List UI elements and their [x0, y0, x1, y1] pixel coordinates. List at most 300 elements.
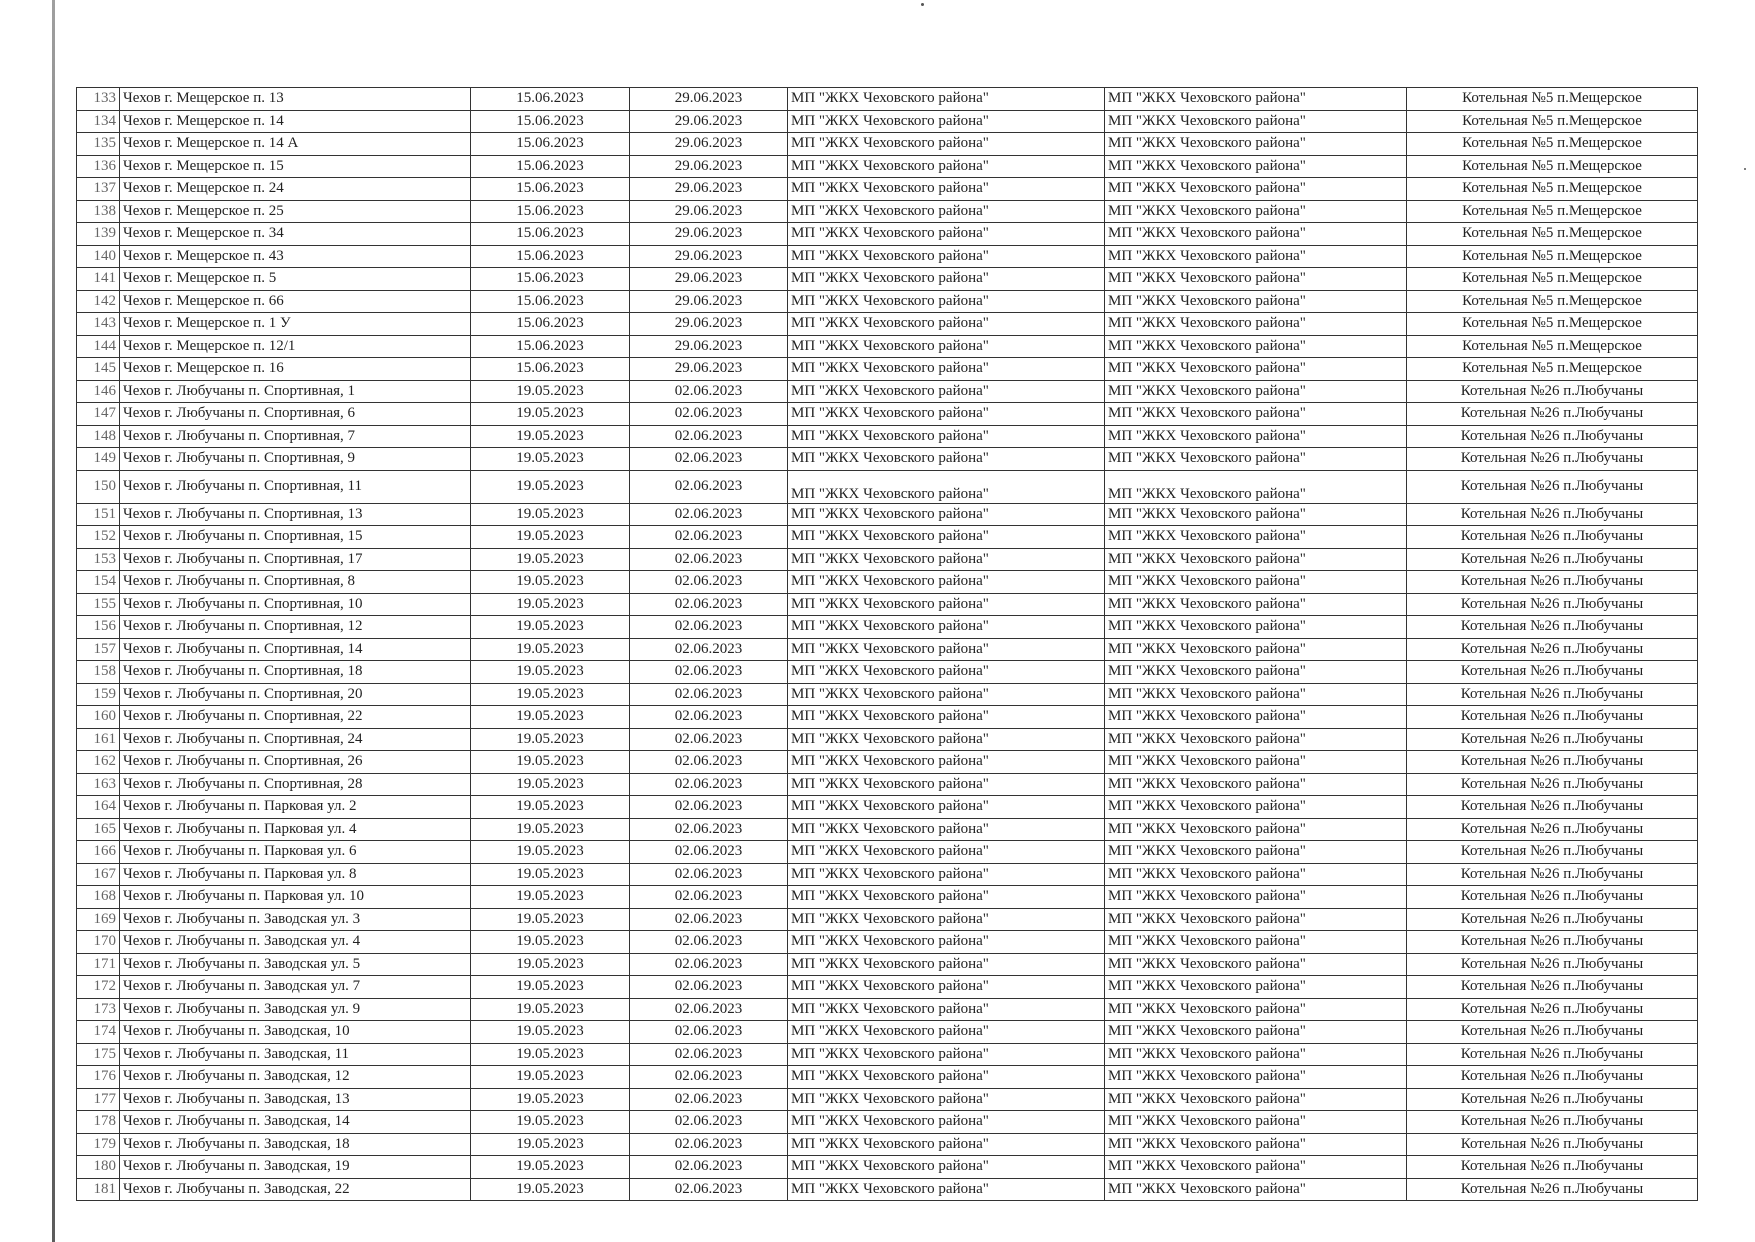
- end-date-cell: 02.06.2023: [630, 1178, 788, 1201]
- start-date-cell: 19.05.2023: [471, 1021, 630, 1044]
- end-date-cell: 02.06.2023: [630, 661, 788, 684]
- row-number-cell: 167: [77, 863, 120, 886]
- organization-cell: МП "ЖКХ Чеховского района": [788, 245, 1105, 268]
- address-cell: Чехов г. Мещерское п. 16: [120, 358, 471, 381]
- row-number-cell: 148: [77, 425, 120, 448]
- address-cell: Чехов г. Мещерское п. 5: [120, 268, 471, 291]
- address-cell: Чехов г. Любучаны п. Спортивная, 11: [120, 470, 471, 503]
- address-cell: Чехов г. Любучаны п. Спортивная, 15: [120, 526, 471, 549]
- table-row: [77, 728, 1698, 751]
- organization-cell: МП "ЖКХ Чеховского района": [788, 953, 1105, 976]
- table-row: [77, 268, 1698, 291]
- table-row: [77, 503, 1698, 526]
- address-cell: Чехов г. Любучаны п. Заводская, 14: [120, 1111, 471, 1134]
- heat-source-cell: Котельная №26 п.Любучаны: [1407, 976, 1698, 999]
- organization-cell: МП "ЖКХ Чеховского района": [788, 908, 1105, 931]
- row-number-cell: 139: [77, 223, 120, 246]
- table-row: [77, 1111, 1698, 1134]
- operator-cell: МП "ЖКХ Чеховского района": [1105, 571, 1407, 594]
- heat-source-cell: Котельная №5 п.Мещерское: [1407, 223, 1698, 246]
- operator-cell: МП "ЖКХ Чеховского района": [1105, 976, 1407, 999]
- organization-cell: МП "ЖКХ Чеховского района": [788, 548, 1105, 571]
- row-number-cell: 178: [77, 1111, 120, 1134]
- table-row: [77, 313, 1698, 336]
- table-row: [77, 773, 1698, 796]
- start-date-cell: 19.05.2023: [471, 998, 630, 1021]
- organization-cell: МП "ЖКХ Чеховского района": [788, 998, 1105, 1021]
- address-cell: Чехов г. Мещерское п. 12/1: [120, 335, 471, 358]
- heat-source-cell: Котельная №26 п.Любучаны: [1407, 1088, 1698, 1111]
- table-row: [77, 593, 1698, 616]
- start-date-cell: 15.06.2023: [471, 88, 630, 111]
- table-row: [77, 223, 1698, 246]
- end-date-cell: 02.06.2023: [630, 526, 788, 549]
- table-row: [77, 661, 1698, 684]
- table-row: [77, 335, 1698, 358]
- row-number-cell: 174: [77, 1021, 120, 1044]
- heat-source-cell: Котельная №5 п.Мещерское: [1407, 290, 1698, 313]
- end-date-cell: 29.06.2023: [630, 268, 788, 291]
- row-number-cell: 151: [77, 503, 120, 526]
- start-date-cell: 19.05.2023: [471, 953, 630, 976]
- address-cell: Чехов г. Любучаны п. Парковая ул. 8: [120, 863, 471, 886]
- end-date-cell: 02.06.2023: [630, 503, 788, 526]
- address-cell: Чехов г. Мещерское п. 24: [120, 178, 471, 201]
- address-cell: Чехов г. Мещерское п. 15: [120, 155, 471, 178]
- end-date-cell: 02.06.2023: [630, 1088, 788, 1111]
- organization-cell: МП "ЖКХ Чеховского района": [788, 1088, 1105, 1111]
- row-number-cell: 181: [77, 1178, 120, 1201]
- organization-cell: МП "ЖКХ Чеховского района": [788, 1021, 1105, 1044]
- table-row: [77, 1178, 1698, 1201]
- end-date-cell: 29.06.2023: [630, 290, 788, 313]
- operator-cell: МП "ЖКХ Чеховского района": [1105, 548, 1407, 571]
- end-date-cell: 29.06.2023: [630, 335, 788, 358]
- operator-cell: МП "ЖКХ Чеховского района": [1105, 88, 1407, 111]
- heat-source-cell: Котельная №26 п.Любучаны: [1407, 1178, 1698, 1201]
- heat-source-cell: Котельная №26 п.Любучаны: [1407, 593, 1698, 616]
- heat-source-cell: Котельная №26 п.Любучаны: [1407, 403, 1698, 426]
- operator-cell: МП "ЖКХ Чеховского района": [1105, 1178, 1407, 1201]
- table-body: [77, 88, 1698, 1201]
- table-row: [77, 1021, 1698, 1044]
- heat-source-cell: Котельная №26 п.Любучаны: [1407, 706, 1698, 729]
- row-number-cell: 145: [77, 358, 120, 381]
- organization-cell: МП "ЖКХ Чеховского района": [788, 976, 1105, 999]
- start-date-cell: 15.06.2023: [471, 178, 630, 201]
- start-date-cell: 19.05.2023: [471, 638, 630, 661]
- table-row: [77, 548, 1698, 571]
- address-cell: Чехов г. Любучаны п. Заводская, 10: [120, 1021, 471, 1044]
- organization-cell: МП "ЖКХ Чеховского района": [788, 1178, 1105, 1201]
- row-number-cell: 158: [77, 661, 120, 684]
- table-row: [77, 245, 1698, 268]
- operator-cell: МП "ЖКХ Чеховского района": [1105, 998, 1407, 1021]
- address-cell: Чехов г. Мещерское п. 66: [120, 290, 471, 313]
- table-row: [77, 88, 1698, 111]
- start-date-cell: 19.05.2023: [471, 1156, 630, 1179]
- organization-cell: МП "ЖКХ Чеховского района": [788, 178, 1105, 201]
- operator-cell: МП "ЖКХ Чеховского района": [1105, 313, 1407, 336]
- organization-cell: МП "ЖКХ Чеховского района": [788, 571, 1105, 594]
- operator-cell: МП "ЖКХ Чеховского района": [1105, 223, 1407, 246]
- organization-cell: МП "ЖКХ Чеховского района": [788, 110, 1105, 133]
- end-date-cell: 02.06.2023: [630, 1111, 788, 1134]
- address-cell: Чехов г. Мещерское п. 34: [120, 223, 471, 246]
- table-row: [77, 751, 1698, 774]
- table-row: [77, 1156, 1698, 1179]
- address-cell: Чехов г. Любучаны п. Заводская, 11: [120, 1043, 471, 1066]
- start-date-cell: 19.05.2023: [471, 728, 630, 751]
- organization-cell: МП "ЖКХ Чеховского района": [788, 200, 1105, 223]
- address-cell: Чехов г. Любучаны п. Спортивная, 1: [120, 380, 471, 403]
- heat-source-cell: Котельная №26 п.Любучаны: [1407, 526, 1698, 549]
- end-date-cell: 02.06.2023: [630, 1021, 788, 1044]
- operator-cell: МП "ЖКХ Чеховского района": [1105, 503, 1407, 526]
- heat-source-cell: Котельная №5 п.Мещерское: [1407, 313, 1698, 336]
- heat-source-cell: Котельная №26 п.Любучаны: [1407, 751, 1698, 774]
- row-number-cell: 136: [77, 155, 120, 178]
- operator-cell: МП "ЖКХ Чеховского района": [1105, 380, 1407, 403]
- start-date-cell: 19.05.2023: [471, 470, 630, 503]
- table-row: [77, 200, 1698, 223]
- end-date-cell: 29.06.2023: [630, 358, 788, 381]
- start-date-cell: 19.05.2023: [471, 548, 630, 571]
- table-row: [77, 796, 1698, 819]
- operator-cell: МП "ЖКХ Чеховского района": [1105, 908, 1407, 931]
- address-cell: Чехов г. Любучаны п. Парковая ул. 2: [120, 796, 471, 819]
- heat-source-cell: Котельная №5 п.Мещерское: [1407, 335, 1698, 358]
- address-cell: Чехов г. Любучаны п. Спортивная, 13: [120, 503, 471, 526]
- start-date-cell: 19.05.2023: [471, 1111, 630, 1134]
- address-cell: Чехов г. Любучаны п. Заводская ул. 4: [120, 931, 471, 954]
- scan-edge-shadow: [52, 0, 55, 1242]
- scan-speck: [921, 3, 924, 6]
- organization-cell: МП "ЖКХ Чеховского района": [788, 773, 1105, 796]
- end-date-cell: 29.06.2023: [630, 133, 788, 156]
- organization-cell: МП "ЖКХ Чеховского района": [788, 1066, 1105, 1089]
- row-number-cell: 160: [77, 706, 120, 729]
- operator-cell: МП "ЖКХ Чеховского района": [1105, 751, 1407, 774]
- operator-cell: МП "ЖКХ Чеховского района": [1105, 1156, 1407, 1179]
- table-row: [77, 571, 1698, 594]
- heat-source-cell: Котельная №26 п.Любучаны: [1407, 728, 1698, 751]
- heat-source-cell: Котельная №26 п.Любучаны: [1407, 1043, 1698, 1066]
- row-number-cell: 143: [77, 313, 120, 336]
- organization-cell: МП "ЖКХ Чеховского района": [788, 313, 1105, 336]
- operator-cell: МП "ЖКХ Чеховского района": [1105, 818, 1407, 841]
- operator-cell: МП "ЖКХ Чеховского района": [1105, 773, 1407, 796]
- end-date-cell: 02.06.2023: [630, 931, 788, 954]
- end-date-cell: 02.06.2023: [630, 886, 788, 909]
- heat-source-cell: Котельная №26 п.Любучаны: [1407, 841, 1698, 864]
- address-cell: Чехов г. Любучаны п. Спортивная, 22: [120, 706, 471, 729]
- organization-cell: МП "ЖКХ Чеховского района": [788, 1133, 1105, 1156]
- address-cell: Чехов г. Любучаны п. Парковая ул. 10: [120, 886, 471, 909]
- row-number-cell: 155: [77, 593, 120, 616]
- row-number-cell: 135: [77, 133, 120, 156]
- start-date-cell: 19.05.2023: [471, 593, 630, 616]
- row-number-cell: 164: [77, 796, 120, 819]
- operator-cell: МП "ЖКХ Чеховского района": [1105, 358, 1407, 381]
- heat-source-cell: Котельная №26 п.Любучаны: [1407, 380, 1698, 403]
- row-number-cell: 171: [77, 953, 120, 976]
- end-date-cell: 02.06.2023: [630, 593, 788, 616]
- operator-cell: МП "ЖКХ Чеховского района": [1105, 1043, 1407, 1066]
- organization-cell: МП "ЖКХ Чеховского района": [788, 155, 1105, 178]
- operator-cell: МП "ЖКХ Чеховского района": [1105, 178, 1407, 201]
- operator-cell: МП "ЖКХ Чеховского района": [1105, 683, 1407, 706]
- organization-cell: МП "ЖКХ Чеховского района": [788, 796, 1105, 819]
- end-date-cell: 29.06.2023: [630, 155, 788, 178]
- end-date-cell: 02.06.2023: [630, 908, 788, 931]
- address-cell: Чехов г. Любучаны п. Заводская ул. 9: [120, 998, 471, 1021]
- end-date-cell: 29.06.2023: [630, 178, 788, 201]
- heat-source-cell: Котельная №26 п.Любучаны: [1407, 1156, 1698, 1179]
- heat-source-cell: Котельная №5 п.Мещерское: [1407, 178, 1698, 201]
- heat-source-cell: Котельная №26 п.Любучаны: [1407, 773, 1698, 796]
- organization-cell: МП "ЖКХ Чеховского района": [788, 358, 1105, 381]
- operator-cell: МП "ЖКХ Чеховского района": [1105, 796, 1407, 819]
- row-number-cell: 134: [77, 110, 120, 133]
- row-number-cell: 140: [77, 245, 120, 268]
- row-number-cell: 154: [77, 571, 120, 594]
- table-row: [77, 638, 1698, 661]
- table-row: [77, 403, 1698, 426]
- operator-cell: МП "ЖКХ Чеховского района": [1105, 133, 1407, 156]
- row-number-cell: 144: [77, 335, 120, 358]
- end-date-cell: 02.06.2023: [630, 425, 788, 448]
- end-date-cell: 02.06.2023: [630, 1043, 788, 1066]
- row-number-cell: 177: [77, 1088, 120, 1111]
- organization-cell: МП "ЖКХ Чеховского района": [788, 290, 1105, 313]
- end-date-cell: 29.06.2023: [630, 245, 788, 268]
- row-number-cell: 157: [77, 638, 120, 661]
- address-cell: Чехов г. Мещерское п. 25: [120, 200, 471, 223]
- organization-cell: МП "ЖКХ Чеховского района": [788, 335, 1105, 358]
- address-cell: Чехов г. Любучаны п. Заводская, 18: [120, 1133, 471, 1156]
- start-date-cell: 19.05.2023: [471, 503, 630, 526]
- operator-cell: МП "ЖКХ Чеховского района": [1105, 1111, 1407, 1134]
- organization-cell: МП "ЖКХ Чеховского района": [788, 706, 1105, 729]
- start-date-cell: 19.05.2023: [471, 683, 630, 706]
- address-cell: Чехов г. Мещерское п. 43: [120, 245, 471, 268]
- end-date-cell: 02.06.2023: [630, 571, 788, 594]
- table-row: [77, 1043, 1698, 1066]
- table-row: [77, 683, 1698, 706]
- heat-source-cell: Котельная №26 п.Любучаны: [1407, 616, 1698, 639]
- row-number-cell: 169: [77, 908, 120, 931]
- end-date-cell: 02.06.2023: [630, 841, 788, 864]
- start-date-cell: 19.05.2023: [471, 796, 630, 819]
- row-number-cell: 168: [77, 886, 120, 909]
- row-number-cell: 176: [77, 1066, 120, 1089]
- heat-source-cell: Котельная №26 п.Любучаны: [1407, 571, 1698, 594]
- address-cell: Чехов г. Любучаны п. Парковая ул. 6: [120, 841, 471, 864]
- organization-cell: МП "ЖКХ Чеховского района": [788, 1043, 1105, 1066]
- table-row: [77, 110, 1698, 133]
- heat-source-cell: Котельная №5 п.Мещерское: [1407, 155, 1698, 178]
- row-number-cell: 179: [77, 1133, 120, 1156]
- organization-cell: МП "ЖКХ Чеховского района": [788, 931, 1105, 954]
- address-cell: Чехов г. Любучаны п. Спортивная, 10: [120, 593, 471, 616]
- operator-cell: МП "ЖКХ Чеховского района": [1105, 403, 1407, 426]
- row-number-cell: 166: [77, 841, 120, 864]
- start-date-cell: 19.05.2023: [471, 1178, 630, 1201]
- table-row: [77, 931, 1698, 954]
- organization-cell: МП "ЖКХ Чеховского района": [788, 818, 1105, 841]
- start-date-cell: 19.05.2023: [471, 1133, 630, 1156]
- organization-cell: МП "ЖКХ Чеховского района": [788, 1156, 1105, 1179]
- row-number-cell: 133: [77, 88, 120, 111]
- table-row: [77, 380, 1698, 403]
- end-date-cell: 02.06.2023: [630, 470, 788, 503]
- row-number-cell: 152: [77, 526, 120, 549]
- end-date-cell: 29.06.2023: [630, 88, 788, 111]
- start-date-cell: 15.06.2023: [471, 290, 630, 313]
- address-cell: Чехов г. Любучаны п. Спортивная, 18: [120, 661, 471, 684]
- start-date-cell: 19.05.2023: [471, 841, 630, 864]
- end-date-cell: 02.06.2023: [630, 1133, 788, 1156]
- start-date-cell: 15.06.2023: [471, 358, 630, 381]
- heat-source-cell: Котельная №26 п.Любучаны: [1407, 908, 1698, 931]
- start-date-cell: 15.06.2023: [471, 200, 630, 223]
- organization-cell: МП "ЖКХ Чеховского района": [788, 526, 1105, 549]
- end-date-cell: 02.06.2023: [630, 751, 788, 774]
- organization-cell: МП "ЖКХ Чеховского района": [788, 683, 1105, 706]
- table-row: [77, 470, 1698, 503]
- address-cell: Чехов г. Мещерское п. 13: [120, 88, 471, 111]
- address-cell: Чехов г. Любучаны п. Заводская ул. 7: [120, 976, 471, 999]
- table-row: [77, 976, 1698, 999]
- outage-schedule-table: [76, 87, 1698, 1201]
- table-row: [77, 290, 1698, 313]
- start-date-cell: 15.06.2023: [471, 335, 630, 358]
- address-cell: Чехов г. Любучаны п. Спортивная, 20: [120, 683, 471, 706]
- operator-cell: МП "ЖКХ Чеховского района": [1105, 335, 1407, 358]
- address-cell: Чехов г. Любучаны п. Спортивная, 26: [120, 751, 471, 774]
- address-cell: Чехов г. Любучаны п. Спортивная, 24: [120, 728, 471, 751]
- operator-cell: МП "ЖКХ Чеховского района": [1105, 110, 1407, 133]
- organization-cell: МП "ЖКХ Чеховского района": [788, 88, 1105, 111]
- start-date-cell: 19.05.2023: [471, 706, 630, 729]
- table-row: [77, 1066, 1698, 1089]
- heat-source-cell: Котельная №26 п.Любучаны: [1407, 503, 1698, 526]
- start-date-cell: 15.06.2023: [471, 245, 630, 268]
- end-date-cell: 02.06.2023: [630, 638, 788, 661]
- organization-cell: МП "ЖКХ Чеховского района": [788, 1111, 1105, 1134]
- heat-source-cell: Котельная №26 п.Любучаны: [1407, 886, 1698, 909]
- heat-source-cell: Котельная №26 п.Любучаны: [1407, 1066, 1698, 1089]
- table-row: [77, 841, 1698, 864]
- row-number-cell: 162: [77, 751, 120, 774]
- end-date-cell: 29.06.2023: [630, 313, 788, 336]
- address-cell: Чехов г. Любучаны п. Спортивная, 12: [120, 616, 471, 639]
- address-cell: Чехов г. Любучаны п. Заводская, 12: [120, 1066, 471, 1089]
- address-cell: Чехов г. Мещерское п. 1 У: [120, 313, 471, 336]
- operator-cell: МП "ЖКХ Чеховского района": [1105, 1021, 1407, 1044]
- table-row: [77, 998, 1698, 1021]
- operator-cell: МП "ЖКХ Чеховского района": [1105, 931, 1407, 954]
- heat-source-cell: Котельная №26 п.Любучаны: [1407, 470, 1698, 503]
- operator-cell: МП "ЖКХ Чеховского района": [1105, 268, 1407, 291]
- organization-cell: МП "ЖКХ Чеховского района": [788, 728, 1105, 751]
- row-number-cell: 142: [77, 290, 120, 313]
- end-date-cell: 29.06.2023: [630, 200, 788, 223]
- organization-cell: МП "ЖКХ Чеховского района": [788, 133, 1105, 156]
- start-date-cell: 19.05.2023: [471, 1043, 630, 1066]
- organization-cell: МП "ЖКХ Чеховского района": [788, 380, 1105, 403]
- organization-cell: МП "ЖКХ Чеховского района": [788, 448, 1105, 471]
- row-number-cell: 159: [77, 683, 120, 706]
- start-date-cell: 19.05.2023: [471, 886, 630, 909]
- row-number-cell: 138: [77, 200, 120, 223]
- table-row: [77, 1133, 1698, 1156]
- end-date-cell: 02.06.2023: [630, 403, 788, 426]
- address-cell: Чехов г. Любучаны п. Спортивная, 14: [120, 638, 471, 661]
- row-number-cell: 156: [77, 616, 120, 639]
- table-row: [77, 616, 1698, 639]
- row-number-cell: 173: [77, 998, 120, 1021]
- address-cell: Чехов г. Мещерское п. 14 А: [120, 133, 471, 156]
- operator-cell: МП "ЖКХ Чеховского района": [1105, 841, 1407, 864]
- heat-source-cell: Котельная №26 п.Любучаны: [1407, 1133, 1698, 1156]
- end-date-cell: 02.06.2023: [630, 953, 788, 976]
- start-date-cell: 19.05.2023: [471, 661, 630, 684]
- start-date-cell: 19.05.2023: [471, 526, 630, 549]
- address-cell: Чехов г. Любучаны п. Спортивная, 8: [120, 571, 471, 594]
- start-date-cell: 19.05.2023: [471, 425, 630, 448]
- heat-source-cell: Котельная №26 п.Любучаны: [1407, 1111, 1698, 1134]
- organization-cell: МП "ЖКХ Чеховского района": [788, 425, 1105, 448]
- table-row: [77, 155, 1698, 178]
- row-number-cell: 153: [77, 548, 120, 571]
- address-cell: Чехов г. Любучаны п. Заводская ул. 3: [120, 908, 471, 931]
- operator-cell: МП "ЖКХ Чеховского района": [1105, 1066, 1407, 1089]
- end-date-cell: 29.06.2023: [630, 110, 788, 133]
- row-number-cell: 137: [77, 178, 120, 201]
- row-number-cell: 165: [77, 818, 120, 841]
- row-number-cell: 170: [77, 931, 120, 954]
- table-row: [77, 358, 1698, 381]
- end-date-cell: 02.06.2023: [630, 683, 788, 706]
- end-date-cell: 02.06.2023: [630, 976, 788, 999]
- row-number-cell: 141: [77, 268, 120, 291]
- heat-source-cell: Котельная №26 п.Любучаны: [1407, 425, 1698, 448]
- operator-cell: МП "ЖКХ Чеховского района": [1105, 616, 1407, 639]
- start-date-cell: 15.06.2023: [471, 223, 630, 246]
- address-cell: Чехов г. Любучаны п. Спортивная, 7: [120, 425, 471, 448]
- operator-cell: МП "ЖКХ Чеховского района": [1105, 728, 1407, 751]
- table-row: [77, 425, 1698, 448]
- end-date-cell: 02.06.2023: [630, 998, 788, 1021]
- organization-cell: МП "ЖКХ Чеховского района": [788, 593, 1105, 616]
- heat-source-cell: Котельная №26 п.Любучаны: [1407, 818, 1698, 841]
- row-number-cell: 146: [77, 380, 120, 403]
- heat-source-cell: Котельная №26 п.Любучаны: [1407, 953, 1698, 976]
- table-row: [77, 178, 1698, 201]
- organization-cell: МП "ЖКХ Чеховского района": [788, 503, 1105, 526]
- table-row: [77, 886, 1698, 909]
- start-date-cell: 15.06.2023: [471, 313, 630, 336]
- end-date-cell: 02.06.2023: [630, 448, 788, 471]
- start-date-cell: 19.05.2023: [471, 448, 630, 471]
- start-date-cell: 19.05.2023: [471, 908, 630, 931]
- heat-source-cell: Котельная №5 п.Мещерское: [1407, 358, 1698, 381]
- table-row: [77, 526, 1698, 549]
- operator-cell: МП "ЖКХ Чеховского района": [1105, 886, 1407, 909]
- heat-source-cell: Котельная №5 п.Мещерское: [1407, 88, 1698, 111]
